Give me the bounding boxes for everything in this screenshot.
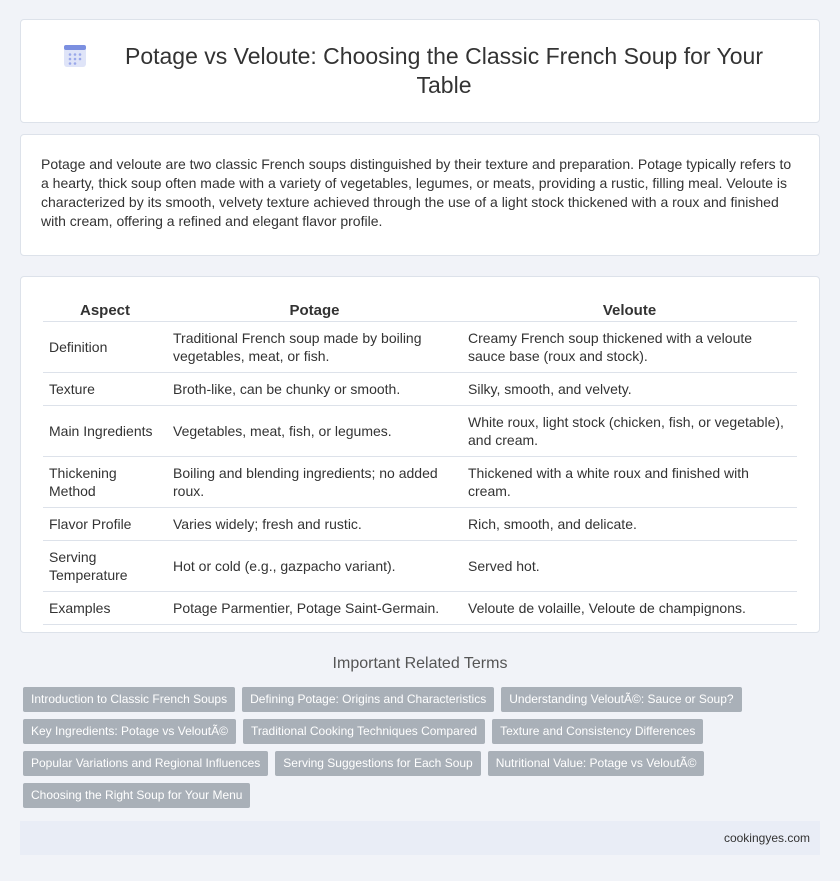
comparison-table [43, 299, 797, 625]
header-card [20, 19, 820, 123]
related-terms-title: Important Related Terms [332, 655, 508, 672]
table-cell: Flavor Profile [43, 508, 167, 541]
table-cell: Veloute de volaille, Veloute de champignons. [462, 592, 797, 625]
table-cell: Examples [43, 592, 167, 625]
related-term-tag[interactable]: Defining Potage: Origins and Characteristics [242, 687, 494, 712]
table-cell: Vegetables, meat, fish, or legumes. [167, 406, 462, 457]
column-header: Veloute [462, 299, 797, 322]
related-term-tag[interactable]: Choosing the Right Soup for Your Menu [23, 783, 250, 808]
table-cell: Served hot. [462, 541, 797, 592]
column-header: Aspect [43, 299, 167, 322]
related-term-tag[interactable]: Texture and Consistency Differences [492, 719, 703, 744]
table-cell: Main Ingredients [43, 406, 167, 457]
table-cell: Thickened with a white roux and finished with cream. [462, 457, 797, 508]
table-cell: Creamy French soup thickened with a veloute sauce base (roux and stock). [462, 322, 797, 373]
footer-site: cookingyes.com [723, 831, 810, 845]
table-cell: Serving Temperature [43, 541, 167, 592]
footer [20, 821, 820, 855]
related-term-tag[interactable]: Popular Variations and Regional Influences [23, 751, 268, 776]
related-term-tag[interactable]: Nutritional Value: Potage vs VeloutÃ© [488, 751, 705, 776]
related-term-tag[interactable]: Understanding VeloutÃ©: Sauce or Soup? [501, 687, 741, 712]
document-icon [61, 42, 89, 70]
comparison-table-card [20, 276, 820, 633]
related-term-tag[interactable]: Key Ingredients: Potage vs VeloutÃ© [23, 719, 236, 744]
page-title: Potage vs Veloute: Choosing the Classic French Soup for Your Table [124, 43, 763, 98]
related-term-tag[interactable]: Serving Suggestions for Each Soup [275, 751, 480, 776]
related-term-tag[interactable]: Traditional Cooking Techniques Compared [243, 719, 485, 744]
table-cell: Definition [43, 322, 167, 373]
table-cell: Broth-like, can be chunky or smooth. [167, 373, 462, 406]
table-cell: Texture [43, 373, 167, 406]
related-term-tag[interactable]: Introduction to Classic French Soups [23, 687, 235, 712]
table-cell: Boiling and blending ingredients; no added roux. [167, 457, 462, 508]
table-row [43, 457, 797, 508]
table-cell: Hot or cold (e.g., gazpacho variant). [167, 541, 462, 592]
table-header-row [43, 299, 797, 322]
table-row [43, 592, 797, 625]
table-row [43, 508, 797, 541]
table-row [43, 373, 797, 406]
table-cell: Rich, smooth, and delicate. [462, 508, 797, 541]
table-cell: Thickening Method [43, 457, 167, 508]
intro-text: Potage and veloute are two classic French soups distinguished by their texture and preparation. Potage typically refers to a hearty, thick soup often made with a variety of vegetables, legumes, or meats, providing a rustic, filling meal. Veloute is characterized by its smooth, velvety texture achieved through the use of a light stock thickened with a roux and finished with cream, offering a refined and elegant flavor profile. [41, 156, 792, 229]
column-header: Potage [167, 299, 462, 322]
table-cell: White roux, light stock (chicken, fish, or vegetable), and cream. [462, 406, 797, 457]
table-cell: Varies widely; fresh and rustic. [167, 508, 462, 541]
table-row [43, 541, 797, 592]
related-terms-list [20, 687, 820, 808]
table-cell: Silky, smooth, and velvety. [462, 373, 797, 406]
table-row [43, 406, 797, 457]
intro-card [20, 134, 820, 256]
table-cell: Traditional French soup made by boiling vegetables, meat, or fish. [167, 322, 462, 373]
table-row [43, 322, 797, 373]
table-cell: Potage Parmentier, Potage Saint-Germain. [167, 592, 462, 625]
